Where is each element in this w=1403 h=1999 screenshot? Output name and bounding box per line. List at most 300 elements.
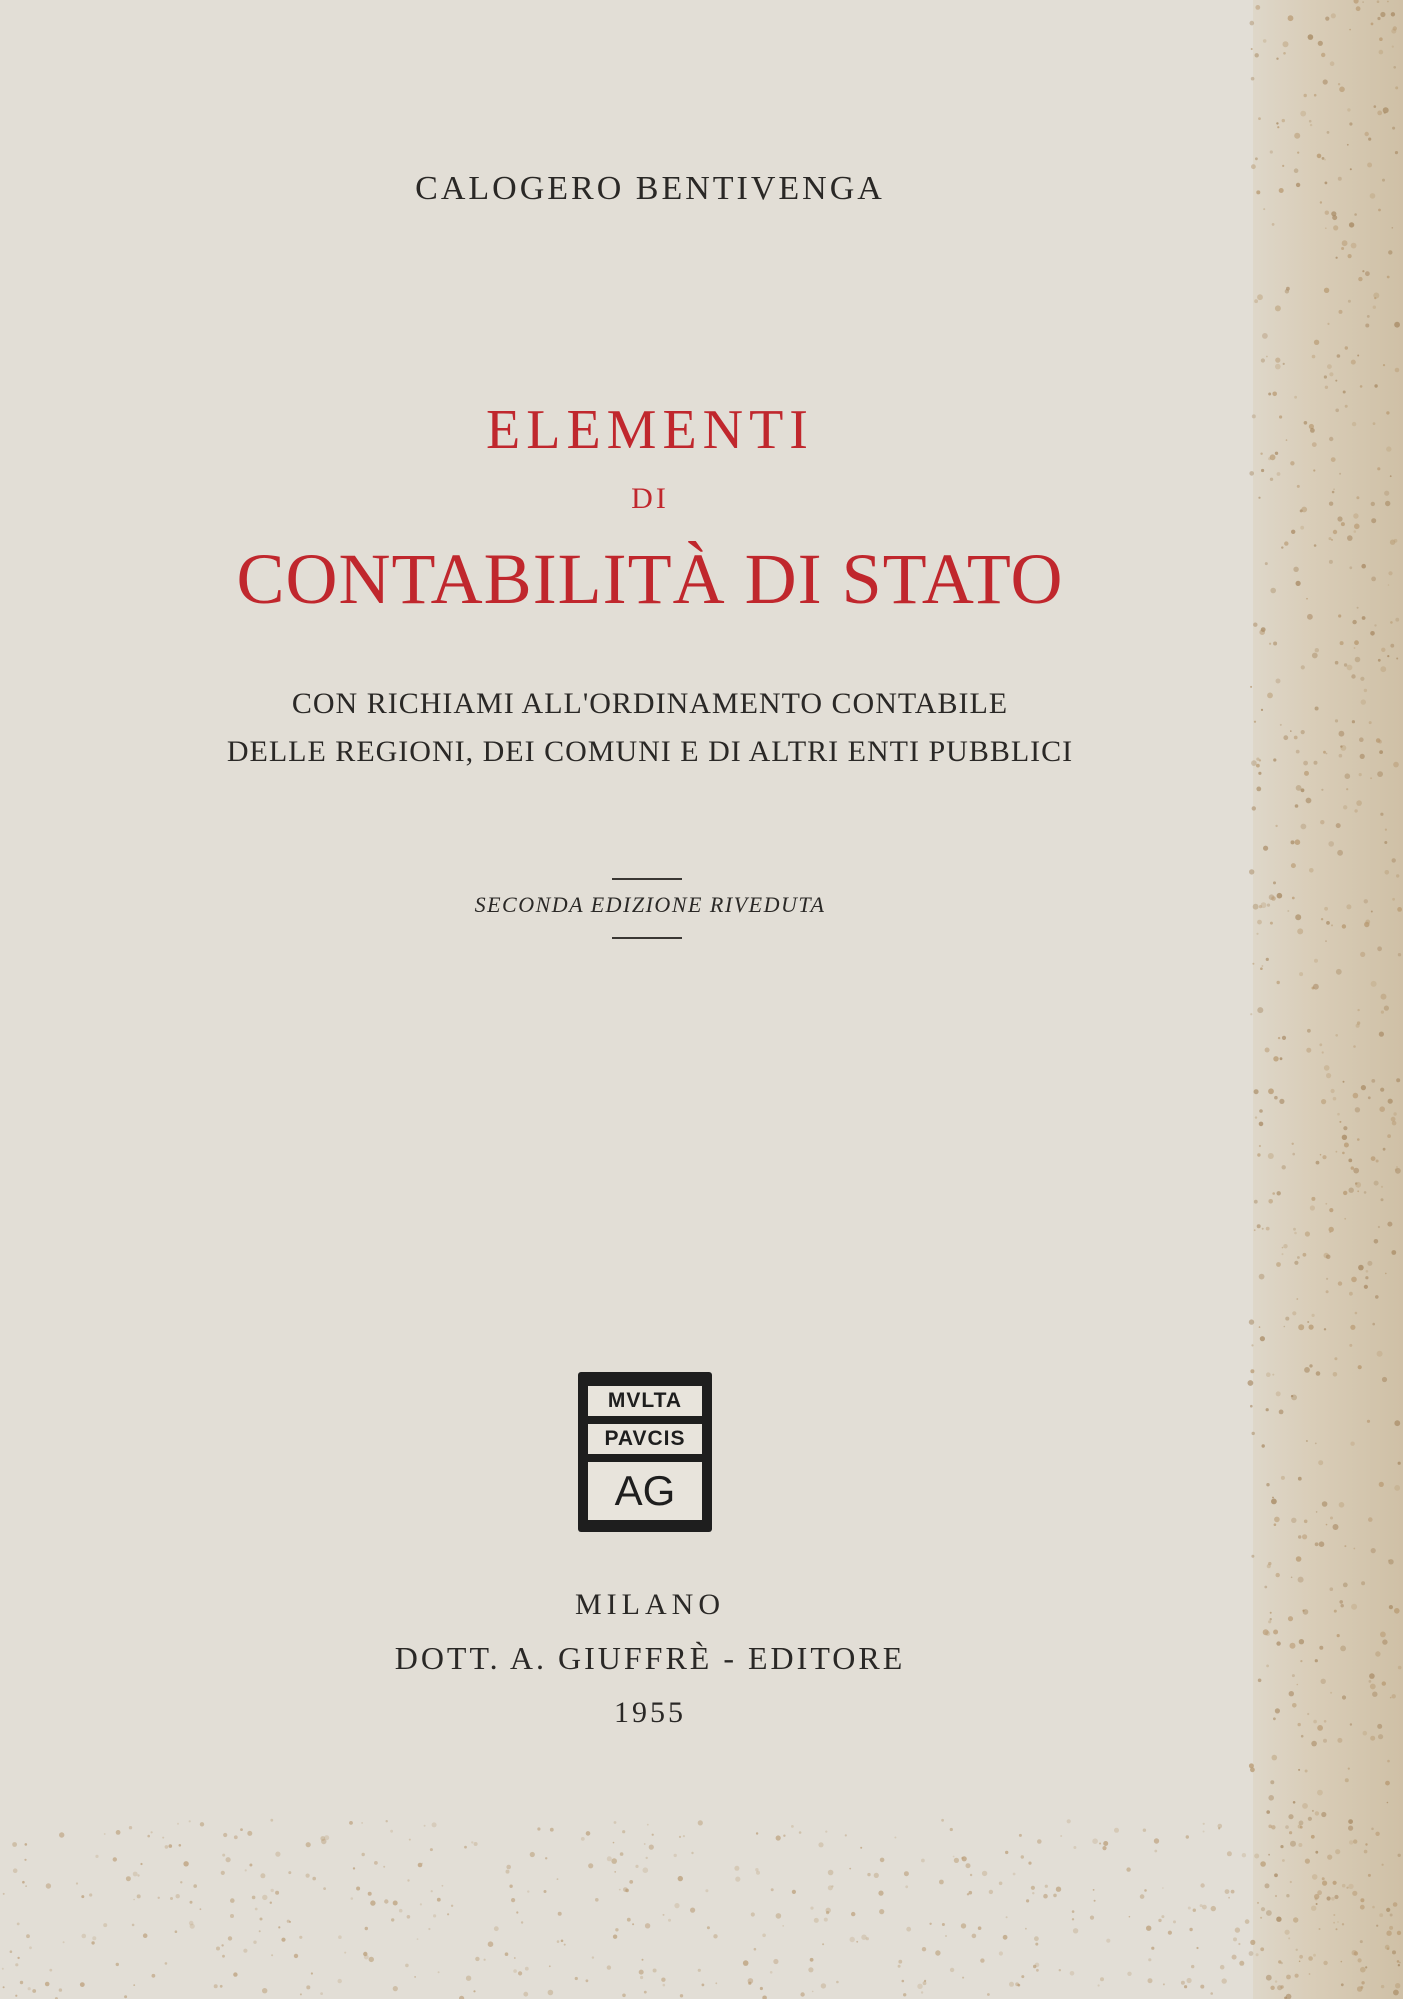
foxing-spot — [1168, 1931, 1172, 1935]
foxing-spot — [344, 1952, 346, 1954]
foxing-spot — [627, 1918, 631, 1922]
foxing-spot — [190, 1901, 193, 1904]
foxing-spot — [147, 1835, 150, 1838]
foxing-spot — [1036, 1969, 1039, 1972]
foxing-spot — [810, 1907, 813, 1910]
foxing-spot — [550, 1828, 554, 1832]
foxing-spot — [351, 1897, 354, 1900]
foxing-spot — [713, 1934, 717, 1938]
foxing-spot — [1233, 1937, 1237, 1941]
foxing-spot — [1148, 1978, 1153, 1983]
foxing-spot — [32, 1989, 36, 1993]
foxing-spot — [575, 1977, 578, 1980]
foxing-spot — [942, 1923, 945, 1926]
foxing-spot — [715, 1982, 717, 1984]
foxing-spot — [152, 1974, 156, 1978]
foxing-spot — [431, 1890, 433, 1892]
foxing-spot — [905, 1885, 908, 1888]
title-main: CONTABILITÀ DI STATO — [236, 539, 1064, 619]
foxing-spot — [1035, 1963, 1040, 1968]
foxing-spot — [1056, 1887, 1061, 1892]
foxing-spot — [17, 1923, 20, 1926]
foxing-spot — [1037, 1839, 1042, 1844]
publication-year: 1955 — [614, 1696, 686, 1729]
foxing-spot — [867, 1873, 870, 1876]
foxing-spot — [509, 1885, 512, 1888]
foxing-spot — [771, 1888, 774, 1891]
title-line-elementi: ELEMENTI — [486, 399, 814, 461]
foxing-spot — [776, 1835, 781, 1840]
foxing-spot — [743, 1960, 749, 1966]
foxing-spot — [586, 1831, 591, 1836]
foxing-spot — [222, 1854, 225, 1857]
foxing-spot — [116, 1830, 121, 1835]
foxing-spot — [683, 1835, 685, 1837]
foxing-spot — [393, 1901, 398, 1906]
foxing-spot — [22, 1881, 25, 1884]
foxing-spot — [929, 1923, 931, 1925]
foxing-spot — [1154, 1838, 1159, 1843]
foxing-spot — [748, 1982, 751, 1985]
foxing-spot — [734, 1866, 739, 1871]
foxing-spot — [133, 1872, 138, 1877]
foxing-spot — [1202, 1905, 1207, 1910]
foxing-spot — [754, 1948, 757, 1951]
foxing-spot — [614, 1821, 617, 1824]
foxing-spot — [649, 1845, 654, 1850]
foxing-spot — [364, 1955, 369, 1960]
foxing-spot — [950, 1828, 953, 1831]
foxing-spot — [240, 1828, 243, 1831]
foxing-spot — [595, 1898, 599, 1902]
foxing-spot — [353, 1867, 355, 1869]
foxing-spot — [249, 1864, 252, 1867]
foxing-spot — [826, 1908, 831, 1913]
foxing-spot — [1073, 1846, 1076, 1849]
publisher-name: DOTT. A. GIUFFRÈ - EDITORE — [394, 1640, 906, 1676]
foxing-spot — [338, 1935, 342, 1939]
foxing-spot — [1114, 1828, 1119, 1833]
foxing-spot — [1129, 1916, 1131, 1918]
foxing-spot — [1053, 1894, 1057, 1898]
foxing-spot — [969, 1891, 973, 1895]
foxing-spot — [987, 1993, 990, 1996]
edition-label: SECONDA EDIZIONE RIVEDUTA — [474, 892, 826, 917]
foxing-spot — [306, 1874, 310, 1878]
foxing-spot — [557, 1878, 559, 1880]
foxing-spot — [3, 1893, 5, 1895]
foxing-spot — [898, 1960, 902, 1964]
foxing-spot — [177, 1823, 179, 1825]
foxing-spot — [3, 1986, 5, 1988]
foxing-spot — [1220, 1965, 1225, 1970]
foxing-spot — [1070, 1971, 1075, 1976]
foxing-spot — [705, 1889, 708, 1892]
foxing-spot — [1189, 1928, 1192, 1931]
foxing-spot — [356, 1887, 360, 1891]
foxing-spot — [420, 1903, 422, 1905]
foxing-spot — [1009, 1982, 1014, 1987]
foxing-spot — [505, 1952, 509, 1956]
foxing-spot — [1100, 1977, 1104, 1981]
foxing-spot — [924, 1980, 926, 1982]
foxing-spot — [674, 1854, 677, 1857]
foxing-spot — [24, 1859, 26, 1861]
foxing-spot — [513, 1969, 517, 1973]
foxing-spot — [581, 1837, 585, 1841]
foxing-spot — [369, 1957, 374, 1962]
foxing-spot — [287, 1920, 290, 1923]
foxing-spot — [906, 1927, 911, 1932]
foxing-spot — [76, 1882, 78, 1884]
foxing-spot — [407, 1915, 411, 1919]
foxing-spot — [137, 1894, 141, 1898]
foxing-spot — [233, 1972, 237, 1976]
foxing-spot — [564, 1944, 566, 1946]
foxing-spot — [645, 1923, 650, 1928]
foxing-spot — [557, 1940, 560, 1943]
foxing-spot — [1193, 1909, 1196, 1912]
foxing-spot — [25, 1885, 27, 1887]
foxing-spot — [663, 1984, 666, 1987]
foxing-spot — [945, 1935, 947, 1937]
foxing-spot — [475, 1957, 479, 1961]
foxing-spot — [1200, 1883, 1204, 1887]
foxing-spot — [1003, 1935, 1008, 1940]
foxing-spot — [92, 1936, 96, 1940]
foxing-spot — [1103, 1841, 1108, 1846]
foxing-spot — [545, 1857, 547, 1859]
foxing-spot — [1060, 1835, 1062, 1837]
foxing-spot — [1186, 1835, 1189, 1838]
foxing-spot — [474, 1842, 478, 1846]
foxing-spot — [59, 1832, 64, 1837]
foxing-spot — [1094, 1900, 1096, 1902]
foxing-spot — [1227, 1851, 1232, 1856]
foxing-spot — [644, 1991, 647, 1994]
foxing-spot — [222, 1955, 225, 1958]
foxing-spot — [370, 1900, 375, 1905]
foxing-spot — [200, 1822, 204, 1826]
foxing-spot — [1218, 1824, 1223, 1829]
foxing-spot — [374, 1861, 378, 1865]
foxing-spot — [698, 1820, 703, 1825]
publisher-logo — [578, 1372, 712, 1532]
foxing-spot — [1059, 1969, 1061, 1971]
foxing-spot — [1092, 1838, 1098, 1844]
foxing-spot — [525, 1967, 529, 1971]
foxing-spot — [961, 1857, 963, 1859]
foxing-spot — [162, 1837, 164, 1839]
foxing-spot — [1025, 1928, 1027, 1930]
foxing-spot — [384, 1899, 388, 1903]
foxing-spot — [1017, 1984, 1020, 1987]
foxing-spot — [586, 1979, 589, 1982]
foxing-spot — [165, 1962, 168, 1965]
foxing-spot — [851, 1912, 855, 1916]
foxing-spot — [29, 1946, 32, 1949]
foxing-spot — [1184, 1985, 1187, 1988]
foxing-spot — [735, 1877, 740, 1882]
foxing-spot — [980, 1958, 984, 1962]
foxing-spot — [607, 1965, 611, 1969]
foxing-spot — [1146, 1926, 1151, 1931]
foxing-spot — [751, 1912, 755, 1916]
foxing-spot — [391, 1918, 394, 1921]
foxing-spot — [558, 1912, 562, 1916]
foxing-spot — [1245, 1919, 1250, 1924]
logo-line-2: PAVCIS — [588, 1424, 702, 1454]
foxing-spot — [424, 1825, 426, 1827]
foxing-spot — [1098, 1984, 1100, 1986]
foxing-spot — [860, 1847, 862, 1849]
foxing-spot — [879, 1909, 884, 1914]
publication-city: MILANO — [575, 1588, 725, 1621]
foxing-spot — [494, 1926, 499, 1931]
foxing-spot — [447, 1913, 449, 1915]
foxing-spot — [814, 1918, 819, 1923]
foxing-spot — [939, 1880, 944, 1885]
foxing-spot — [629, 1880, 633, 1884]
foxing-spot — [620, 1852, 624, 1856]
foxing-spot — [2, 1968, 4, 1970]
foxing-spot — [1218, 1827, 1220, 1829]
foxing-spot — [126, 1876, 131, 1881]
foxing-spot — [824, 1918, 828, 1922]
foxing-spot — [755, 1868, 758, 1871]
foxing-spot — [270, 1819, 273, 1822]
foxing-spot — [349, 1821, 353, 1825]
foxing-spot — [1225, 1889, 1230, 1894]
foxing-spot — [247, 1831, 252, 1836]
foxing-spot — [1154, 1850, 1157, 1853]
foxing-spot — [417, 1938, 419, 1940]
foxing-spot — [894, 1837, 896, 1839]
foxing-spot — [221, 1871, 225, 1875]
logo-line-1: MVLTA — [588, 1386, 702, 1416]
foxing-spot — [783, 1835, 785, 1837]
foxing-spot — [20, 1981, 23, 1984]
foxing-spot — [484, 1959, 486, 1961]
foxing-spot — [437, 1898, 441, 1902]
foxing-spot — [271, 1889, 274, 1892]
foxing-spot — [221, 1944, 223, 1946]
foxing-spot — [1191, 1965, 1194, 1968]
foxing-spot — [255, 1908, 258, 1911]
foxing-spot — [1093, 1889, 1095, 1891]
foxing-spot — [270, 1902, 272, 1904]
foxing-spot — [878, 1891, 883, 1896]
foxing-spot — [640, 1976, 643, 1979]
foxing-spot — [361, 1822, 363, 1824]
foxing-spot — [917, 1984, 922, 1989]
foxing-spot — [1127, 1972, 1131, 1976]
foxing-spot — [756, 1871, 760, 1875]
foxing-spot — [773, 1959, 778, 1964]
foxing-spot — [530, 1852, 535, 1857]
foxing-spot — [561, 1940, 564, 1943]
foxing-spot — [800, 1992, 804, 1996]
foxing-spot — [954, 1858, 959, 1863]
foxing-spot — [320, 1992, 323, 1995]
foxing-spot — [294, 1954, 298, 1958]
foxing-spot — [10, 1950, 13, 1953]
foxing-spot — [158, 1897, 160, 1899]
foxing-spot — [674, 1903, 679, 1908]
foxing-spot — [588, 1863, 593, 1868]
foxing-spot — [438, 1971, 440, 1973]
foxing-spot — [791, 1825, 794, 1828]
foxing-spot — [28, 1987, 31, 1990]
logo-line-3: AG — [588, 1462, 702, 1520]
foxing-spot — [861, 1935, 866, 1940]
foxing-spot — [999, 1951, 1003, 1955]
foxing-spot — [1144, 1889, 1147, 1892]
foxing-spot — [430, 1848, 433, 1851]
foxing-spot — [760, 1987, 763, 1990]
foxing-spot — [49, 1969, 52, 1972]
foxing-spot — [407, 1879, 409, 1881]
foxing-spot — [611, 1858, 617, 1864]
foxing-spot — [646, 1857, 648, 1859]
foxing-spot — [615, 1928, 618, 1931]
foxing-spot — [1235, 1927, 1240, 1932]
foxing-spot — [363, 1952, 367, 1956]
foxing-spot — [259, 1930, 261, 1932]
foxing-spot — [642, 1959, 644, 1961]
foxing-spot — [312, 1877, 316, 1881]
foxing-spot — [511, 1898, 515, 1902]
foxing-spot — [856, 1941, 858, 1943]
foxing-spot — [622, 1994, 626, 1998]
foxing-spot — [1028, 1862, 1031, 1865]
foxing-spot — [1102, 1846, 1106, 1850]
foxing-spot — [822, 1943, 824, 1945]
foxing-spot — [978, 1926, 982, 1930]
foxing-spot — [836, 1981, 839, 1984]
foxing-spot — [418, 1863, 423, 1868]
foxing-spot — [321, 1839, 326, 1844]
foxing-spot — [143, 1933, 148, 1938]
foxing-spot — [433, 1914, 436, 1917]
foxing-spot — [442, 1885, 444, 1887]
foxing-spot — [614, 1871, 616, 1873]
foxing-spot — [63, 1941, 65, 1943]
foxing-spot — [828, 1870, 834, 1876]
foxing-spot — [275, 1852, 280, 1857]
foxing-spot — [821, 1983, 826, 1988]
foxing-spot — [338, 1979, 342, 1983]
foxing-spot — [320, 1836, 325, 1841]
foxing-spot — [226, 1857, 231, 1862]
foxing-spot — [619, 1889, 621, 1891]
foxing-spot — [1045, 1885, 1048, 1888]
foxing-spot — [818, 1842, 823, 1847]
foxing-spot — [941, 1819, 944, 1822]
foxing-spot — [140, 1863, 142, 1865]
foxing-spot — [999, 1882, 1003, 1886]
subtitle-line-2: DELLE REGIONI, DEI COMUNI E DI ALTRI ENTI PUBBLICI — [226, 735, 1074, 768]
foxing-spot — [521, 1921, 523, 1923]
foxing-spot — [826, 1911, 829, 1914]
foxing-spot — [644, 1843, 646, 1845]
foxing-spot — [935, 1950, 940, 1955]
foxing-spot — [81, 1895, 84, 1898]
foxing-spot — [1033, 1965, 1036, 1968]
foxing-spot — [91, 1941, 94, 1944]
foxing-spot — [1021, 1855, 1024, 1858]
foxing-spot — [635, 1865, 638, 1868]
foxing-spot — [189, 1921, 194, 1926]
foxing-spot — [1203, 1823, 1205, 1825]
foxing-spot — [828, 1885, 833, 1890]
foxing-spot — [967, 1893, 969, 1895]
foxing-spot — [1072, 1910, 1075, 1913]
foxing-spot — [200, 1908, 202, 1910]
foxing-spot — [1035, 1943, 1038, 1946]
foxing-spot — [607, 1856, 612, 1861]
foxing-spot — [782, 1925, 784, 1927]
foxing-spot — [1242, 1853, 1246, 1857]
foxing-spot — [850, 1937, 855, 1942]
foxing-spot — [1032, 1892, 1034, 1894]
foxing-spot — [1238, 1943, 1240, 1945]
foxing-spot — [25, 1843, 28, 1846]
foxing-spot — [95, 1855, 98, 1858]
foxing-spot — [220, 1985, 223, 1988]
foxing-spot — [810, 1958, 814, 1962]
foxing-spot — [1222, 1978, 1227, 1983]
foxing-spot — [548, 1990, 554, 1996]
foxing-spot — [488, 1941, 494, 1947]
foxing-spot — [165, 1845, 169, 1849]
foxing-spot — [252, 1896, 256, 1900]
foxing-spot — [652, 1834, 654, 1836]
foxing-spot — [518, 1971, 522, 1975]
foxing-spot — [17, 1957, 19, 1959]
foxing-spot — [386, 1820, 388, 1822]
foxing-spot — [898, 1965, 901, 1968]
foxing-spot — [409, 1839, 411, 1841]
foxing-spot — [80, 1982, 85, 1987]
foxing-spot — [175, 1930, 178, 1933]
foxing-spot — [1015, 1982, 1019, 1986]
foxing-spot — [702, 1984, 705, 1987]
foxing-spot — [104, 1833, 106, 1835]
foxing-spot — [133, 1984, 135, 1986]
foxing-spot — [1161, 1915, 1164, 1918]
foxing-spot — [970, 1874, 972, 1876]
foxing-spot — [516, 1911, 518, 1913]
foxing-spot — [230, 1898, 235, 1903]
foxing-spot — [180, 1881, 182, 1883]
foxing-spot — [124, 1995, 127, 1998]
foxing-spot — [962, 1977, 964, 1979]
foxing-spot — [214, 1984, 218, 1988]
title-line-di: DI — [631, 482, 669, 515]
foxing-spot — [679, 1836, 681, 1838]
foxing-spot — [880, 1858, 885, 1863]
foxing-spot — [306, 1842, 311, 1847]
foxing-spot — [432, 1822, 437, 1827]
foxing-spot — [523, 1992, 528, 1997]
foxing-spot — [639, 1970, 644, 1975]
foxing-spot — [306, 1985, 310, 1989]
foxing-spot — [1211, 1906, 1216, 1911]
foxing-spot — [137, 1874, 139, 1876]
foxing-spot — [1239, 1961, 1244, 1966]
foxing-spot — [253, 1941, 256, 1944]
